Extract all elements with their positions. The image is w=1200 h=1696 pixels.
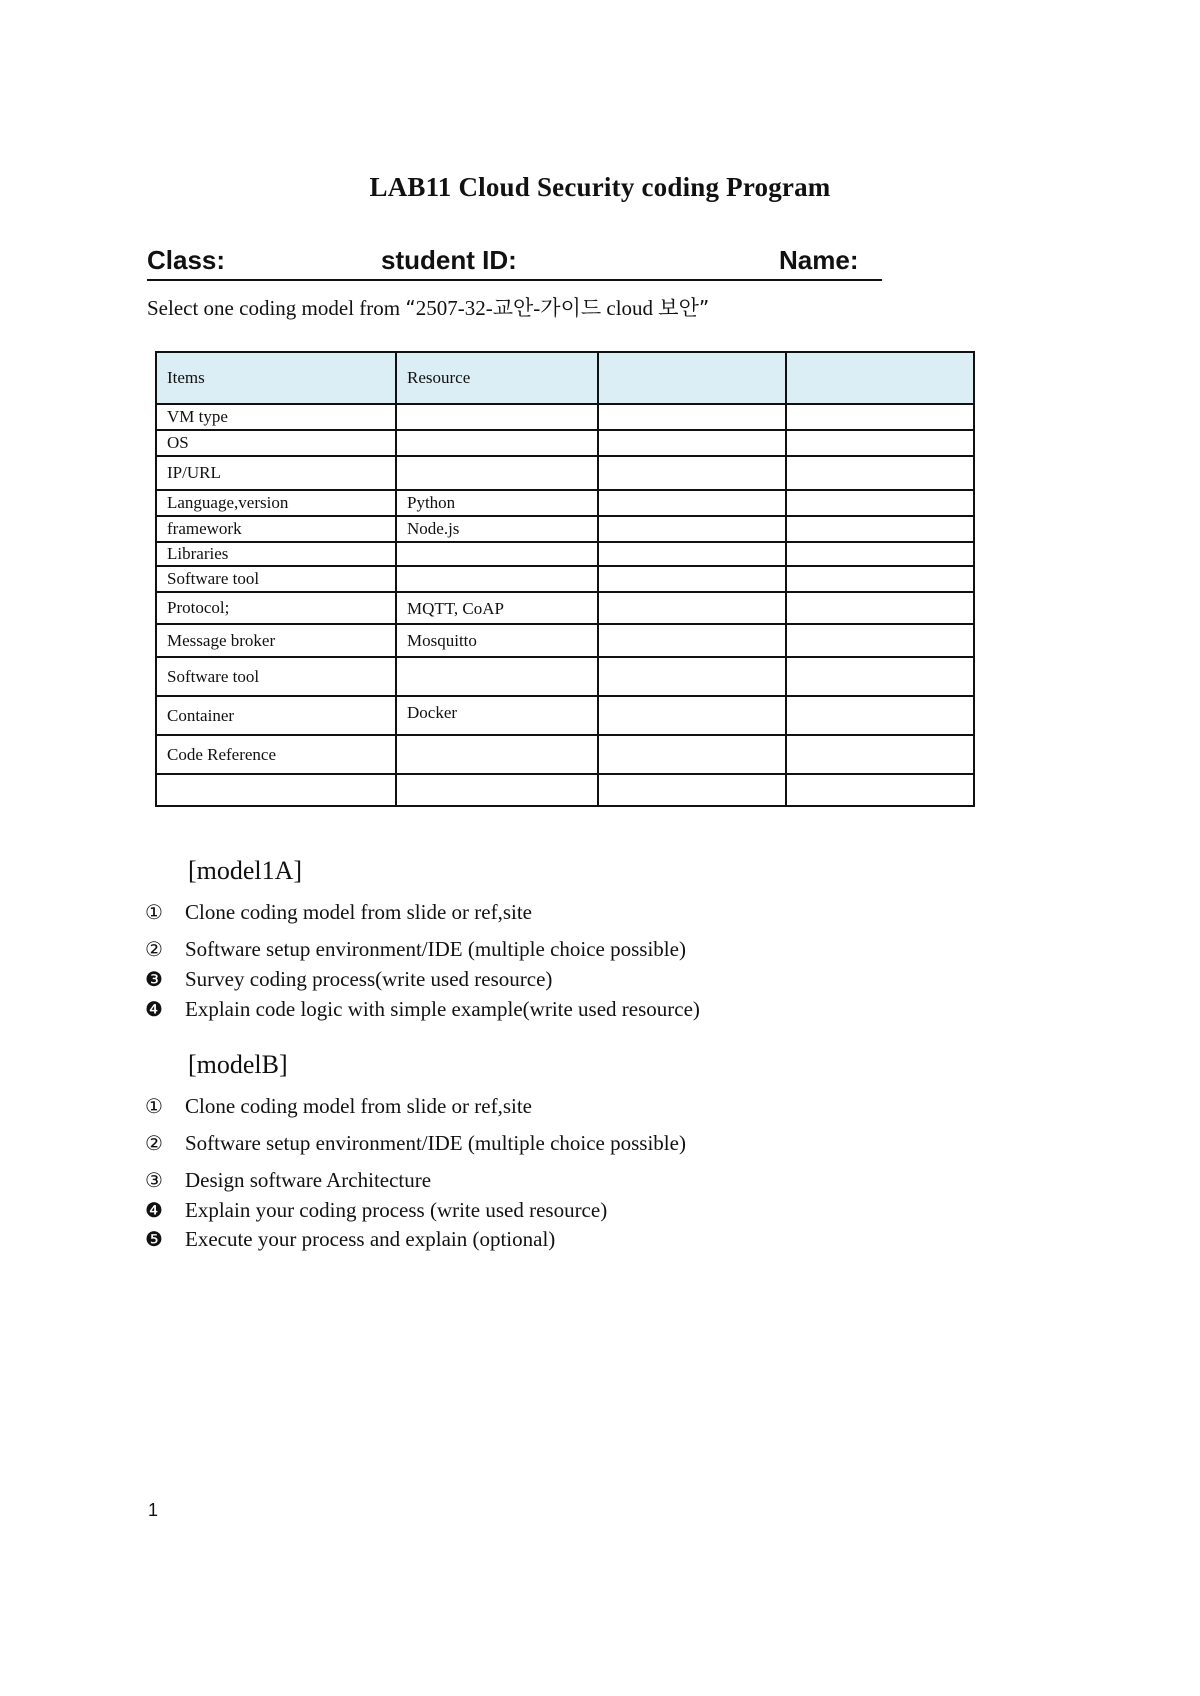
table-cell (786, 657, 974, 696)
table-cell: Python (396, 490, 598, 516)
step-number: ① (145, 900, 163, 924)
table-cell: IP/URL (156, 456, 396, 490)
table-cell: Software tool (156, 566, 396, 592)
step-number: ❹ (145, 1198, 163, 1222)
table-cell (786, 624, 974, 657)
table-cell: Container (156, 696, 396, 735)
step-number: ③ (145, 1168, 163, 1192)
step-text: Explain code logic with simple example(write used resource) (185, 997, 700, 1021)
table-cell (598, 774, 786, 806)
list-item (145, 967, 552, 992)
table-cell (786, 516, 974, 542)
table-cell (598, 657, 786, 696)
close-quote: ” (698, 296, 710, 320)
student-id-label: student ID: (381, 245, 517, 275)
table-cell (156, 774, 396, 806)
table-cell (598, 542, 786, 566)
step-text: Design software Architecture (185, 1168, 432, 1192)
table-cell: MQTT, CoAP (396, 592, 598, 624)
header-cell (598, 352, 786, 404)
table-cell (598, 430, 786, 456)
table-cell (396, 456, 598, 490)
table-row (156, 490, 974, 516)
step-number: ② (145, 937, 163, 961)
table-cell (598, 456, 786, 490)
instruction-prefix: Select one coding model from (147, 296, 406, 320)
step-text: Clone coding model from slide or ref,site (185, 900, 533, 924)
table-cell: Docker (396, 696, 598, 735)
table-cell: Protocol; (156, 592, 396, 624)
table-cell (396, 430, 598, 456)
table-row (156, 456, 974, 490)
instruction-line (147, 292, 709, 322)
step-number: ② (145, 1131, 163, 1155)
table-cell (396, 566, 598, 592)
document-title: LAB11 Cloud Security coding Program (369, 172, 831, 202)
table-cell (598, 566, 786, 592)
table-cell: Mosquitto (396, 624, 598, 657)
step-text: Software setup environment/IDE (multiple choice possible) (185, 937, 686, 961)
table-cell: Libraries (156, 542, 396, 566)
table-row (156, 566, 974, 592)
table-row (156, 774, 974, 806)
model-a-heading: [model1A] (188, 856, 303, 885)
table-cell: VM type (156, 404, 396, 430)
table-cell: Language,version (156, 490, 396, 516)
table-row (156, 542, 974, 566)
table-row (156, 657, 974, 696)
table-cell (598, 696, 786, 735)
resource-table (155, 351, 975, 807)
table-cell (786, 566, 974, 592)
table-cell (396, 657, 598, 696)
table-cell: Code Reference (156, 735, 396, 774)
list-item (145, 1131, 686, 1156)
name-label: Name: (779, 245, 859, 275)
list-item (145, 1198, 607, 1223)
table-cell (786, 735, 974, 774)
class-label: Class: (147, 245, 226, 275)
table-cell (396, 404, 598, 430)
table-header-row (156, 352, 974, 404)
table-row (156, 516, 974, 542)
model-b-heading: [modelB] (188, 1050, 288, 1079)
table-cell (786, 430, 974, 456)
header-cell: Resource (396, 352, 598, 404)
step-text: Explain your coding process (write used resource) (185, 1198, 608, 1222)
table-cell (786, 774, 974, 806)
table-cell (396, 735, 598, 774)
open-quote: “ (405, 296, 416, 320)
table-row (156, 592, 974, 624)
step-text: Execute your process and explain (optional) (185, 1227, 556, 1251)
table-cell (598, 735, 786, 774)
table-row (156, 624, 974, 657)
student-info-line (147, 245, 882, 281)
list-item (145, 1227, 555, 1252)
table-row (156, 735, 974, 774)
list-item (145, 900, 532, 925)
table-cell (786, 542, 974, 566)
table-cell (786, 456, 974, 490)
table-cell: Software tool (156, 657, 396, 696)
table-cell (786, 404, 974, 430)
step-number: ① (145, 1094, 163, 1118)
table-cell: Message broker (156, 624, 396, 657)
header-cell: Items (156, 352, 396, 404)
list-item (145, 997, 700, 1022)
page-number: 1 (148, 1500, 159, 1520)
table-cell (598, 624, 786, 657)
step-number: ❺ (145, 1227, 163, 1251)
table-row (156, 696, 974, 735)
step-text: Clone coding model from slide or ref,site (185, 1094, 533, 1118)
step-text: Software setup environment/IDE (multiple choice possible) (185, 1131, 686, 1155)
step-number: ❸ (145, 967, 163, 991)
table-cell (786, 592, 974, 624)
table-cell (396, 774, 598, 806)
table-cell (598, 490, 786, 516)
table-cell (598, 516, 786, 542)
table-cell (598, 404, 786, 430)
table-cell: framework (156, 516, 396, 542)
table-row (156, 430, 974, 456)
table-cell: OS (156, 430, 396, 456)
table-cell: Node.js (396, 516, 598, 542)
step-text: Survey coding process(write used resource) (185, 967, 553, 991)
table-cell (786, 490, 974, 516)
table-cell (598, 592, 786, 624)
list-item (145, 1168, 431, 1193)
instruction-source: 2507-32-교안-가이드 cloud 보안 (415, 296, 699, 320)
list-item (145, 937, 686, 962)
table-cell (396, 542, 598, 566)
list-item (145, 1094, 532, 1119)
step-number: ❹ (145, 997, 163, 1021)
table-cell (786, 696, 974, 735)
table-row (156, 404, 974, 430)
header-cell (786, 352, 974, 404)
